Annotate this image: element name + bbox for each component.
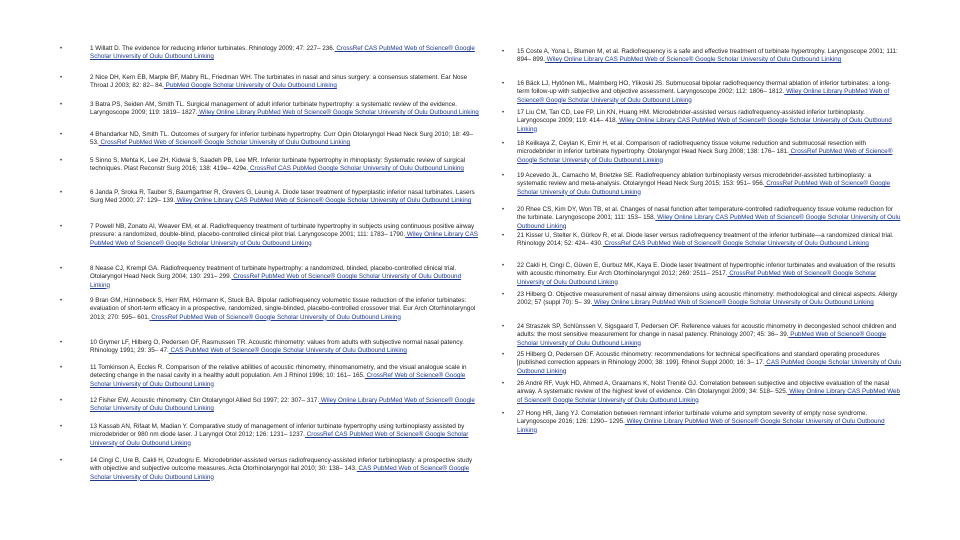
link-google-scholar[interactable]: Google Scholar xyxy=(90,465,470,481)
link-outbound-linking[interactable]: Outbound Linking xyxy=(591,188,641,196)
reference-body xyxy=(517,351,902,376)
link-outbound-linking[interactable]: Outbound Linking xyxy=(90,273,462,289)
reference-entry xyxy=(60,131,480,148)
link-wiley-online-library[interactable]: Wiley Online Library xyxy=(320,397,378,404)
link-web-of-science[interactable]: Web of Science® xyxy=(374,431,424,439)
reference-body xyxy=(517,323,902,348)
link-cas[interactable]: CAS xyxy=(604,56,618,64)
link-google-scholar[interactable]: Google Scholar xyxy=(336,273,381,281)
link-pubmed[interactable]: PubMed xyxy=(780,359,805,367)
reference-text: 26 André RF, Vuyk HD, Ahmed A, Graamans K, Nolst Trenité GJ. Correlation between subjective and objective evaluation of the nasal airway. A systematic review of the highest level of evidence. Clin Otolaryngol 2009; 34: 518– 525. xyxy=(517,380,890,396)
reference-text: 17 Liu CM, Tan CD, Lee FP, Lin KN, Huang HM. Microdebrider-assisted versus radiofrequency-assisted inferior turbinoplasty. Laryngoscope 2009; 119: 414– 418. xyxy=(517,109,865,125)
link-pubmed[interactable]: PubMed xyxy=(647,240,671,248)
link-university-of-oulu[interactable]: University of Oulu xyxy=(851,359,902,367)
link-wiley-online-library[interactable]: Wiley Online Library xyxy=(786,88,843,96)
link-web-of-science[interactable]: Web of Science® xyxy=(210,347,260,355)
reference-body xyxy=(517,380,902,405)
bullet-icon: • xyxy=(60,224,63,230)
link-university-of-oulu[interactable]: University of Oulu xyxy=(540,188,590,196)
link-web-of-science[interactable]: Web of Science® xyxy=(404,397,453,404)
reference-entry xyxy=(502,109,902,134)
link-university-of-oulu[interactable]: University of Oulu xyxy=(300,313,350,321)
bullet-icon: • xyxy=(502,141,505,147)
reference-entry xyxy=(60,45,480,62)
link-outbound-linking[interactable]: Outbound Linking xyxy=(517,367,567,375)
reference-entry xyxy=(502,140,902,165)
reference-text: 7 Powell NB, Zonato AI, Weaver EM, et al. Radiofrequency treatment of turbinate hypertrophy in subjects using continuous positive airway pressure: a randomized, double-blind, placebo-controlled clinical pilot trial. Laryngoscope 2001; 111: 1783– 1790. xyxy=(90,223,475,239)
link-university-of-oulu[interactable]: University of Oulu xyxy=(113,405,163,413)
reference-body xyxy=(90,131,480,148)
link-web-of-science[interactable]: Web of Science® xyxy=(153,139,203,147)
link-university-of-oulu[interactable]: University of Oulu xyxy=(768,240,818,248)
reference-entry xyxy=(502,48,902,65)
link-cas[interactable]: CAS xyxy=(277,165,291,173)
reference-entry xyxy=(502,410,902,435)
link-university-of-oulu[interactable]: University of Oulu xyxy=(113,473,163,481)
link-pubmed[interactable]: PubMed xyxy=(128,139,152,147)
link-cas[interactable]: CAS xyxy=(334,431,348,439)
link-outbound-linking[interactable]: Outbound Linking xyxy=(517,418,885,434)
reference-entry xyxy=(60,457,480,482)
reference-body xyxy=(90,101,480,118)
reference-body xyxy=(90,339,480,356)
bullet-icon: • xyxy=(502,352,505,358)
reference-text: 12 Fisher EW. Acoustic rhinometry. Clin Otolaryngol Allied Sci 1997; 22: 307– 317. xyxy=(90,397,320,404)
reference-entry xyxy=(60,74,480,91)
reference-body xyxy=(517,109,902,134)
reference-text: 23 Hilberg O. Objective measurement of nasal airway dimensions using acoustic rhinometry: methodological and clinical aspects. Allergy 2002; 57 (suppl 70): 5– 39. xyxy=(517,291,898,307)
link-pubmed[interactable]: PubMed xyxy=(292,165,317,173)
bullet-icon: • xyxy=(502,233,505,239)
link-web-of-science[interactable]: Web of Science® xyxy=(717,117,766,125)
reference-text: 6 Janda P, Sroka R, Tauber S, Baumgartner R, Grevers G, Leunig A. Diode laser treatment of hyperplastic inferior nasal turbinates. Lasers Surg Med 2000; 27: 129– 139. xyxy=(90,189,475,205)
link-crossref[interactable]: CrossRef xyxy=(766,180,793,188)
link-google-scholar[interactable]: Google Scholar xyxy=(204,139,248,147)
link-pubmed[interactable]: PubMed xyxy=(185,347,209,355)
link-web-of-science[interactable]: Web of Science® xyxy=(517,88,890,104)
link-pubmed[interactable]: PubMed xyxy=(261,273,285,281)
link-outbound-linking[interactable]: Outbound Linking xyxy=(300,139,351,147)
link-google-scholar[interactable]: Google Scholar xyxy=(317,165,362,173)
reference-text: 4 Bhandarkar ND, Smith TL. Outcomes of surgery for inferior turbinate hypertrophy. Curr Opin Otolaryngol Head Neck Surg 2010; 18: 49– 53. xyxy=(90,131,474,147)
bullet-icon: • xyxy=(60,266,63,272)
reference-body xyxy=(517,232,902,249)
bullet-icon: • xyxy=(60,458,63,464)
link-google-scholar[interactable]: Google Scholar xyxy=(806,359,850,367)
reference-body xyxy=(90,423,480,448)
link-wiley-online-library[interactable]: Wiley Online Library xyxy=(546,56,604,64)
link-google-scholar[interactable]: Google Scholar xyxy=(90,397,475,413)
link-crossref[interactable]: CrossRef xyxy=(729,270,756,278)
link-google-scholar[interactable]: Google Scholar xyxy=(760,418,804,426)
link-google-scholar[interactable]: Google Scholar xyxy=(90,45,475,61)
link-university-of-oulu[interactable]: University of Oulu xyxy=(306,347,356,355)
link-crossref[interactable]: CrossRef xyxy=(336,45,363,52)
link-outbound-linking[interactable]: Outbound Linking xyxy=(517,117,892,133)
link-university-of-oulu[interactable]: University of Oulu xyxy=(363,165,413,173)
reference-body xyxy=(90,189,480,206)
link-web-of-science[interactable]: Web of Science® xyxy=(204,313,254,321)
link-google-scholar[interactable]: Google Scholar xyxy=(190,82,235,90)
link-university-of-oulu[interactable]: University of Oulu xyxy=(381,273,432,281)
reference-body xyxy=(517,410,902,435)
bullet-icon: • xyxy=(60,158,63,164)
link-google-scholar[interactable]: Google Scholar xyxy=(517,331,887,347)
link-web-of-science[interactable]: Web of Science® xyxy=(517,388,901,404)
link-pubmed[interactable]: PubMed xyxy=(349,431,373,439)
link-wiley-online-library[interactable]: Wiley Online Library xyxy=(406,231,464,239)
reference-text: 3 Batra PS, Seiden AM, Smith TL. Surgical management of adult inferior turbinate hypertrophy: a systematic review of the evidence. Laryngoscope 2009; 119: 1819– 1827. xyxy=(90,101,458,117)
link-wiley-online-library[interactable]: Wiley Online Library xyxy=(626,418,683,426)
reference-entry xyxy=(60,223,480,248)
link-web-of-science[interactable]: Web of Science® xyxy=(274,197,324,205)
reference-text: 24 Straszek SP, Schlünssen V, Sigsgaard T, Pedersen OF. Reference values for acoustic rhinometry in decongested school children and adults: the most sensitive measurement for change in nasal patency. Rhinology 2007; 45: 36– 39. xyxy=(517,323,897,339)
link-pubmed[interactable]: PubMed xyxy=(652,299,676,307)
reference-body xyxy=(90,74,480,91)
reference-entry xyxy=(502,232,902,249)
reference-entry xyxy=(60,397,480,414)
link-university-of-oulu[interactable]: University of Oulu xyxy=(236,82,286,90)
bullet-icon: • xyxy=(502,411,505,417)
link-cas[interactable]: CAS xyxy=(715,214,729,222)
bullet-icon: • xyxy=(502,292,505,298)
link-university-of-oulu[interactable]: University of Oulu xyxy=(850,214,901,222)
reference-body xyxy=(517,80,902,105)
reference-body xyxy=(90,223,480,248)
link-pubmed[interactable]: PubMed xyxy=(790,331,814,339)
bullet-icon: • xyxy=(502,207,505,213)
link-pubmed[interactable]: PubMed xyxy=(619,56,644,64)
reference-body xyxy=(517,172,902,197)
link-crossref[interactable]: CrossRef xyxy=(249,165,277,173)
link-crossref[interactable]: CrossRef xyxy=(790,148,817,156)
link-google-scholar[interactable]: Google Scholar xyxy=(767,117,811,125)
link-google-scholar[interactable]: Google Scholar xyxy=(695,56,739,64)
reference-text: 5 Sinno S, Mehta K, Lee ZH, Kidwai S, Saadeh PB, Lee MR. Inferior turbinate hypertrophy in rhinoplasty: Systematic review of surgical techniques. Plast Reconstr Surg 2016; 138: 419e– 429e. xyxy=(90,157,466,173)
link-outbound-linking[interactable]: Outbound Linking xyxy=(819,240,869,248)
link-wiley-online-library[interactable]: Wiley Online Library xyxy=(619,117,676,125)
reference-body xyxy=(517,206,902,231)
link-web-of-science[interactable]: Web of Science® xyxy=(404,45,453,52)
link-outbound-linking[interactable]: Outbound Linking xyxy=(429,109,479,117)
link-cas[interactable]: CAS xyxy=(465,231,478,239)
link-outbound-linking[interactable]: Outbound Linking xyxy=(351,313,401,321)
link-cas[interactable]: CAS xyxy=(234,197,248,205)
link-outbound-linking[interactable]: Outbound Linking xyxy=(287,82,337,90)
bullet-icon: • xyxy=(502,110,505,116)
link-wiley-online-library[interactable]: Wiley Online Library xyxy=(594,299,651,307)
link-university-of-oulu[interactable]: University of Oulu xyxy=(812,117,863,125)
link-cas[interactable]: CAS xyxy=(358,465,372,473)
link-pubmed[interactable]: PubMed xyxy=(818,148,843,156)
link-google-scholar[interactable]: Google Scholar xyxy=(165,239,210,247)
link-web-of-science[interactable]: Web of Science® xyxy=(394,372,444,380)
reference-text: 9 Bran GM, Hünnebeck S, Herr RM, Hörmann K, Stuck BA. Bipolar radiofrequency volumetric tissue reduction of the inferior turbinates: evaluation of short-term efficacy in a prospective, randomized, single-blinded, placebo-controlled crossover trial. Eur Arch Otorhinolaryngol 2013; 270: 595– 601. xyxy=(90,297,476,321)
reference-entry xyxy=(502,262,902,287)
bullet-icon: • xyxy=(60,132,63,138)
link-pubmed[interactable]: PubMed xyxy=(757,270,781,278)
link-cas[interactable]: CAS xyxy=(766,359,780,367)
link-pubmed[interactable]: PubMed xyxy=(90,239,114,247)
link-outbound-linking[interactable]: Outbound Linking xyxy=(517,222,567,230)
reference-text: 8 Nease CJ, Krempl GA. Radiofrequency treatment of turbinate hypertrophy: a randomized, blinded, placebo-controlled clinical trial. Otolaryngol Head Neck Surg 2004; 130: 291– 299. xyxy=(90,265,457,281)
link-outbound-linking[interactable]: Outbound Linking xyxy=(262,239,312,247)
link-university-of-oulu[interactable]: University of Oulu xyxy=(210,239,261,247)
link-google-scholar[interactable]: Google Scholar xyxy=(727,299,772,307)
link-google-scholar[interactable]: Google Scholar xyxy=(517,156,561,164)
link-google-scholar[interactable]: Google Scholar xyxy=(545,96,590,104)
link-google-scholar[interactable]: Google Scholar xyxy=(552,396,597,404)
link-web-of-science[interactable]: Web of Science® xyxy=(677,299,726,307)
bullet-icon: • xyxy=(60,75,63,81)
link-pubmed[interactable]: PubMed xyxy=(249,197,274,205)
reference-entry xyxy=(60,157,480,174)
link-outbound-linking[interactable]: Outbound Linking xyxy=(568,278,618,286)
reference-entry xyxy=(60,297,480,322)
reference-text: 19 Acevedo JL, Camacho M, Brietzke SE. Radiofrequency ablation turbinoplasty versus microdebrider-assisted turbinoplasty: a systematic review and meta-analysis. Otolaryngol Head Neck Surg 2015; 153: 951– 956. xyxy=(517,172,872,188)
link-web-of-science[interactable]: Web of Science® xyxy=(644,56,694,64)
reference-entry xyxy=(502,380,902,405)
link-pubmed[interactable]: PubMed xyxy=(165,82,190,90)
bullet-icon: • xyxy=(60,398,63,404)
reference-body xyxy=(90,457,480,482)
link-web-of-science[interactable]: Web of Science® xyxy=(755,214,804,222)
reference-entry xyxy=(502,206,902,231)
link-google-scholar[interactable]: Google Scholar xyxy=(260,347,305,355)
link-google-scholar[interactable]: Google Scholar xyxy=(425,431,469,439)
link-web-of-science[interactable]: Web of Science® xyxy=(709,418,759,426)
link-web-of-science[interactable]: Web of Science® xyxy=(819,180,869,188)
bullet-icon: • xyxy=(60,424,63,430)
link-university-of-oulu[interactable]: University of Oulu xyxy=(805,418,856,426)
link-pubmed[interactable]: PubMed xyxy=(179,313,203,321)
link-outbound-linking[interactable]: Outbound Linking xyxy=(164,405,214,413)
link-university-of-oulu[interactable]: University of Oulu xyxy=(562,156,612,164)
reference-text: 22 Cakli H, Cingi C, Güven E, Gurbuz MK, Kaya E. Diode laser treatment of hypertrophic inferior turbinates and evaluation of the results with acoustic rhinometry. Eur Arch Otorhinolaryngol 2012; 269: 2511– 2517. xyxy=(517,262,896,278)
reference-body xyxy=(90,364,480,389)
reference-text: 1 Willatt D. The evidence for reducing inferior turbinates. Rhinology 2009; 47: 227– 236. xyxy=(90,45,335,52)
reference-entry xyxy=(60,101,480,118)
link-pubmed[interactable]: PubMed xyxy=(378,397,403,404)
link-pubmed[interactable]: PubMed xyxy=(729,214,754,222)
reference-text: 10 Grymer LF, Hilberg O, Pedersen OF, Rasmussen TR. Acoustic rhinometry: values from adults with subjective normal nasal patency. Rhinology 1991; 29: 35– 47. xyxy=(90,339,464,355)
reference-entry xyxy=(502,291,902,308)
link-university-of-oulu[interactable]: University of Oulu xyxy=(113,53,163,61)
link-university-of-oulu[interactable]: University of Oulu xyxy=(113,380,163,388)
link-cas[interactable]: CAS xyxy=(632,240,646,248)
link-university-of-oulu[interactable]: University of Oulu xyxy=(740,56,791,64)
link-outbound-linking[interactable]: Outbound Linking xyxy=(164,380,214,388)
link-wiley-online-library[interactable]: Wiley Online Library xyxy=(657,214,714,222)
reference-entry xyxy=(60,189,480,206)
link-cas[interactable]: CAS xyxy=(170,347,184,355)
link-university-of-oulu[interactable]: University of Oulu xyxy=(540,339,590,347)
link-wiley-online-library[interactable]: Wiley Online Library xyxy=(176,197,234,205)
link-web-of-science[interactable]: Web of Science® xyxy=(815,331,865,339)
link-google-scholar[interactable]: Google Scholar xyxy=(325,197,369,205)
reference-text: 14 Cingi C, Ure B, Cakli H, Ozudogru E. Microdebrider-assisted versus radiofrequency-assisted inferior turbinoplasty: a prospective study with objective and subjective outcome measures. Acta Otorhinolaryngol Ital 2010; 30: 138– 143. xyxy=(90,457,473,473)
reference-text: 16 Bäck LJ, Hytönen ML, Malmberg HO, Ylikoski JS. Submucosal bipolar radiofrequency thermal ablation of inferior turbinates: a long-term follow-up with subjective and objective assessment. Laryngoscope 2002; 112: 1806– 1812. xyxy=(517,80,892,96)
reference-body xyxy=(517,140,902,165)
link-university-of-oulu[interactable]: University of Oulu xyxy=(772,299,823,307)
link-crossref[interactable]: CrossRef xyxy=(100,139,127,147)
link-web-of-science[interactable]: Web of Science® xyxy=(282,109,332,117)
reference-body xyxy=(90,397,480,414)
link-crossref[interactable]: CrossRef xyxy=(604,240,631,248)
link-university-of-oulu[interactable]: University of Oulu xyxy=(590,96,641,104)
bullet-icon: • xyxy=(502,263,505,269)
link-google-scholar[interactable]: Google Scholar xyxy=(517,180,891,196)
reference-body xyxy=(90,157,480,174)
reference-text: 20 Rhee CS, Kim DY, Won TB, et al. Changes of nasal function after temperature-controlled radiofrequency tissue volume reduction for the turbinate. Laryngoscope 2001; 111: 153– 158. xyxy=(517,206,893,222)
link-outbound-linking[interactable]: Outbound Linking xyxy=(791,56,842,64)
link-outbound-linking[interactable]: Outbound Linking xyxy=(649,396,699,404)
link-university-of-oulu[interactable]: University of Oulu xyxy=(377,109,428,117)
link-pubmed[interactable]: PubMed xyxy=(691,117,716,125)
link-university-of-oulu[interactable]: University of Oulu xyxy=(370,197,421,205)
link-google-scholar[interactable]: Google Scholar xyxy=(805,214,849,222)
link-wiley-online-library[interactable]: Wiley Online Library xyxy=(199,109,256,117)
link-university-of-oulu[interactable]: University of Oulu xyxy=(597,396,648,404)
bullet-icon: • xyxy=(60,46,63,52)
link-university-of-oulu[interactable]: University of Oulu xyxy=(517,278,567,286)
link-google-scholar[interactable]: Google Scholar xyxy=(332,109,377,117)
link-pubmed[interactable]: PubMed xyxy=(794,180,818,188)
link-web-of-science[interactable]: Web of Science® xyxy=(843,148,893,156)
link-crossref[interactable]: CrossRef xyxy=(233,273,260,281)
link-pubmed[interactable]: PubMed xyxy=(862,388,886,396)
bullet-icon: • xyxy=(502,324,505,330)
link-outbound-linking[interactable]: Outbound Linking xyxy=(164,473,214,481)
link-pubmed[interactable]: PubMed xyxy=(257,109,281,117)
link-google-scholar[interactable]: Google Scholar xyxy=(722,240,767,248)
link-outbound-linking[interactable]: Outbound Linking xyxy=(642,96,692,104)
reference-text: 25 Hilberg O, Pedersen OF. Acoustic rhinometry: recommendations for technical specifications and standard operating procedures [published correction appears in Rhinology 2000; 38: 199]. Rhinol Suppl 2000; 16: 3– 17. xyxy=(517,351,880,367)
reference-entry xyxy=(60,339,480,356)
reference-entry xyxy=(502,80,902,105)
link-university-of-oulu[interactable]: University of Oulu xyxy=(90,439,140,447)
link-google-scholar[interactable]: Google Scholar xyxy=(254,313,299,321)
link-crossref[interactable]: CrossRef xyxy=(366,372,393,380)
bullet-icon: • xyxy=(502,173,505,179)
link-outbound-linking[interactable]: Outbound Linking xyxy=(591,339,641,347)
reference-body xyxy=(90,297,480,322)
reference-entry xyxy=(502,323,902,348)
reference-entry xyxy=(502,172,902,197)
bullet-icon: • xyxy=(60,340,63,346)
link-wiley-online-library[interactable]: Wiley Online Library xyxy=(789,388,846,396)
link-pubmed[interactable]: PubMed xyxy=(844,88,868,96)
bullet-icon: • xyxy=(502,49,505,55)
bullet-icon: • xyxy=(60,190,63,196)
bullet-icon: • xyxy=(60,102,63,108)
link-web-of-science[interactable]: Web of Science® xyxy=(672,240,722,248)
reference-text: 27 Hong HR, Jang YJ. Correlation between remnant inferior turbinate volume and symptom severity of empty nose syndrome. Laryngoscope 2016; 126: 1290– 1295. xyxy=(517,410,868,426)
reference-entry xyxy=(60,423,480,448)
link-web-of-science[interactable]: Web of Science® xyxy=(782,270,832,278)
link-outbound-linking[interactable]: Outbound Linking xyxy=(824,299,874,307)
reference-text: 13 Kassab AN, Rifaat M, Madian Y. Comparative study of management of inferior turbinate hypertrophy using turbinoplasty assisted by microdebrider or 980 nm diode laser. J Laryngol Otol 2012; 126: 1231– 1237. xyxy=(90,423,465,439)
link-web-of-science[interactable]: Web of Science® xyxy=(286,273,336,281)
reference-body xyxy=(90,265,480,290)
link-outbound-linking[interactable]: Outbound Linking xyxy=(414,165,464,173)
bullet-icon: • xyxy=(502,81,505,87)
reference-entry xyxy=(502,351,902,376)
link-pubmed[interactable]: PubMed xyxy=(373,465,397,473)
reference-text: 2 Nice DH, Kern EB, Marple BF, Mabry RL, Friedman WH. The turbinates in nasal and sinus surgery: a consensus statement. Ear Nose Throat J 2003; 82: 82– 84. xyxy=(90,74,468,90)
link-crossref[interactable]: CrossRef xyxy=(306,431,333,439)
link-crossref[interactable]: CrossRef xyxy=(151,313,178,321)
link-outbound-linking[interactable]: Outbound Linking xyxy=(141,439,191,447)
reference-body xyxy=(90,45,480,62)
link-outbound-linking[interactable]: Outbound Linking xyxy=(613,156,663,164)
reference-body xyxy=(517,48,902,65)
bullet-icon: • xyxy=(60,298,63,304)
reference-body xyxy=(517,262,902,287)
reference-entry xyxy=(60,265,480,290)
link-pubmed[interactable]: PubMed xyxy=(684,418,709,426)
reference-body xyxy=(517,291,902,308)
reference-text: 21 Kisser U, Stelter K, Gürkov R, et al. Diode laser versus radiofrequency treatment of the inferior turbinate—a randomized clinical trial. Rhinology 2014; 52: 424– 430. xyxy=(517,232,894,248)
reference-text: 18 Keilkaya Z, Ceylan K, Emir H, et al. Comparison of radiofrequency tissue volume reduction and submucosal resection with microdebrider in inferior turbinate hypertrophy. Otolaryngol Head Neck Surg 2008; 138: 176– 181. xyxy=(517,140,866,156)
link-google-scholar[interactable]: Google Scholar xyxy=(832,270,877,278)
link-cas[interactable]: CAS xyxy=(847,388,861,396)
link-web-of-science[interactable]: Web of Science® xyxy=(398,465,448,473)
bullet-icon: • xyxy=(502,381,505,387)
link-outbound-linking[interactable]: Outbound Linking xyxy=(164,53,214,61)
reference-text: 15 Coste A, Yona L, Blumen M, et al. Radiofrequency is a safe and effective treatment of turbinate hypertrophy. Laryngoscope 2001; 111: 894– 899. xyxy=(517,48,898,64)
link-google-scholar[interactable]: Google Scholar xyxy=(90,372,466,388)
link-web-of-science[interactable]: Web of Science® xyxy=(115,239,164,247)
link-pubmed[interactable]: PubMed xyxy=(379,45,403,52)
link-outbound-linking[interactable]: Outbound Linking xyxy=(421,197,472,205)
link-cas[interactable]: CAS xyxy=(677,117,691,125)
reference-text: 11 Tomkinson A, Eccles R. Comparison of the relative abilities of acoustic rhinometry, rhinomanometry, and the visual analogue scale in detecting change in the nasal cavity in a healthy adult population. Am J Rhinol 1996; 10: 161– 165. xyxy=(90,364,467,380)
link-cas[interactable]: CAS xyxy=(364,45,378,52)
link-outbound-linking[interactable]: Outbound Linking xyxy=(357,347,407,355)
reference-entry xyxy=(60,364,480,389)
link-university-of-oulu[interactable]: University of Oulu xyxy=(249,139,299,147)
bullet-icon: • xyxy=(60,365,63,371)
